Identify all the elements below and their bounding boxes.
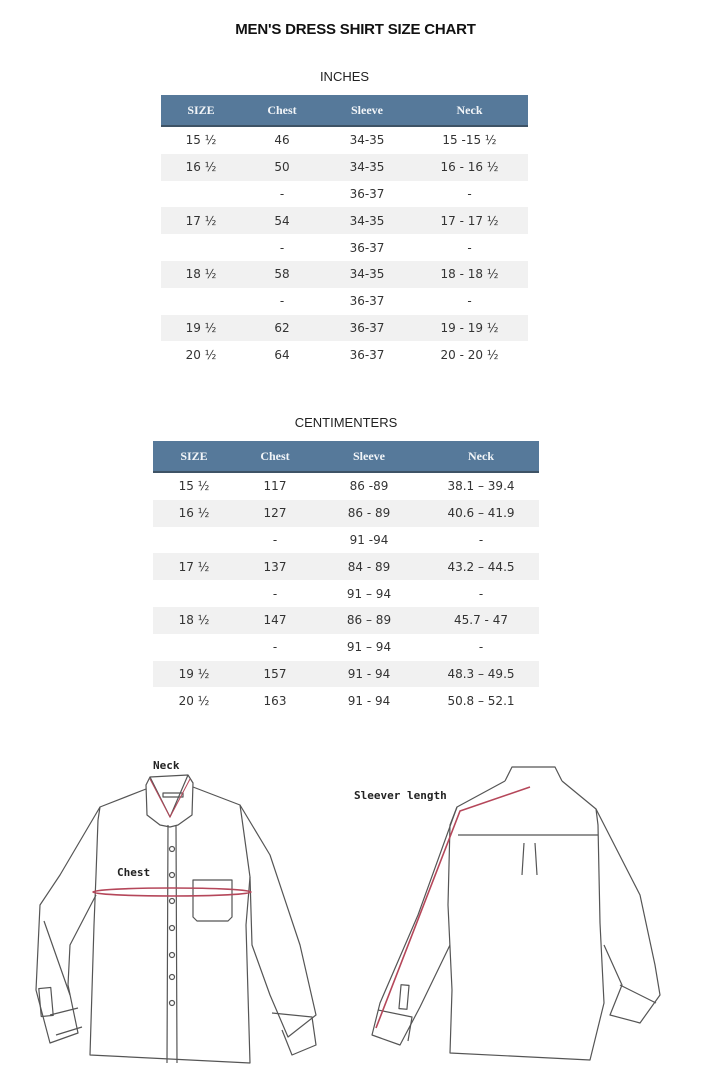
cell-neck: - <box>467 240 472 255</box>
cell-chest: 137 <box>235 553 315 580</box>
table-row <box>161 288 528 315</box>
centimeters-table-body <box>153 472 539 714</box>
centimeters-section-label: CENTIMENTERS <box>294 415 398 430</box>
cell-neck: 19 - 19 ½ <box>411 315 528 342</box>
cell-neck: - <box>467 186 472 201</box>
cell-sleeve: 91 – 94 <box>346 586 392 601</box>
cell-sleeve: 34-35 <box>323 261 411 288</box>
table-row <box>161 341 528 368</box>
table-row <box>153 527 539 554</box>
cell-chest: 157 <box>235 661 315 688</box>
cell-neck: 18 - 18 ½ <box>411 261 528 288</box>
cell-chest: 62 <box>241 315 323 342</box>
column-header-neck: Neck <box>411 95 528 126</box>
table-row <box>161 181 528 208</box>
table-row <box>153 634 539 661</box>
cell-sleeve: 34-35 <box>323 154 411 181</box>
cell-chest: 50 <box>241 154 323 181</box>
cell-neck: 17 - 17 ½ <box>411 207 528 234</box>
table-header-row <box>161 95 528 126</box>
cell-sleeve: 91 - 94 <box>315 661 423 688</box>
cell-size <box>153 527 235 554</box>
measurement-lines <box>93 779 530 1028</box>
neck-label: Neck <box>153 759 180 772</box>
cell-size: 20 ½ <box>178 693 210 708</box>
table-row <box>153 500 539 527</box>
cell-sleeve: 36-37 <box>349 347 385 362</box>
cell-size <box>161 181 241 208</box>
table-row <box>153 553 539 580</box>
cell-sleeve: 36-37 <box>349 294 385 309</box>
cell-neck: - <box>478 586 484 601</box>
column-header-sleeve: Sleeve <box>315 441 423 472</box>
cell-sleeve: 34-35 <box>323 207 411 234</box>
cell-chest: - <box>279 186 285 201</box>
inches-size-table <box>161 95 528 368</box>
back-shirt-icon <box>372 767 660 1060</box>
table-row <box>161 154 528 181</box>
cell-chest: 46 <box>274 133 290 148</box>
cell-sleeve: 91 -94 <box>349 532 389 547</box>
centimeters-size-table <box>153 441 539 714</box>
cell-neck: 38.1 – 39.4 <box>447 479 515 494</box>
cell-size <box>161 234 241 261</box>
column-header-chest: Chest <box>241 95 323 126</box>
front-shirt-icon <box>36 775 316 1063</box>
chest-label: Chest <box>117 866 151 879</box>
cell-neck: - <box>478 640 484 655</box>
cell-sleeve: 34-35 <box>349 133 385 148</box>
cell-size <box>153 634 235 661</box>
cell-chest: 163 <box>263 693 287 708</box>
cell-chest: - <box>272 532 278 547</box>
inches-table-body <box>161 126 528 368</box>
cell-size <box>161 288 241 315</box>
cell-size <box>153 580 235 607</box>
cell-neck: 20 - 20 ½ <box>440 347 499 362</box>
column-header-chest: Chest <box>235 441 315 472</box>
cell-size: 18 ½ <box>153 607 235 634</box>
inches-section-label: INCHES <box>319 69 370 84</box>
table-row <box>153 472 539 500</box>
table-row <box>161 234 528 261</box>
cell-size: 17 ½ <box>153 553 235 580</box>
sleeve-measure-line <box>376 787 530 1028</box>
table-row <box>153 607 539 634</box>
column-header-neck: Neck <box>423 441 539 472</box>
sleeve-length-label: Sleever length <box>354 789 447 802</box>
table-row <box>161 261 528 288</box>
table-row <box>161 207 528 234</box>
cell-chest: 117 <box>263 479 287 494</box>
page-title: MEN'S DRESS SHIRT SIZE CHART <box>235 21 476 38</box>
cell-chest: - <box>279 294 285 309</box>
cell-sleeve: 86 – 89 <box>315 607 423 634</box>
cell-size: 16 ½ <box>153 500 235 527</box>
cell-neck: 48.3 – 49.5 <box>423 661 539 688</box>
cell-neck: 43.2 – 44.5 <box>423 553 539 580</box>
cell-neck: 50.8 – 52.1 <box>447 693 515 708</box>
cell-neck: 40.6 – 41.9 <box>423 500 539 527</box>
cell-sleeve: 91 – 94 <box>346 640 392 655</box>
cell-size: 20 ½ <box>185 347 217 362</box>
cell-chest: 54 <box>241 207 323 234</box>
cell-sleeve: 84 - 89 <box>315 553 423 580</box>
cell-size: 19 ½ <box>153 661 235 688</box>
cell-neck: 15 -15 ½ <box>442 133 497 148</box>
table-row <box>161 315 528 342</box>
cell-chest: - <box>272 640 278 655</box>
cell-chest: - <box>272 586 278 601</box>
table-row <box>161 126 528 154</box>
table-row <box>153 580 539 607</box>
shirt-measurement-diagram <box>0 745 711 1071</box>
cell-size: 16 ½ <box>161 154 241 181</box>
cell-sleeve: 36-37 <box>323 315 411 342</box>
table-row <box>153 661 539 688</box>
chest-measure-line <box>93 888 251 896</box>
cell-sleeve: 91 - 94 <box>347 693 391 708</box>
cell-size: 18 ½ <box>161 261 241 288</box>
table-row <box>153 687 539 714</box>
cell-size: 15 ½ <box>185 133 217 148</box>
cell-size: 15 ½ <box>178 479 210 494</box>
cell-neck: 45.7 - 47 <box>423 607 539 634</box>
table-header-row <box>153 441 539 472</box>
column-header-size: SIZE <box>153 441 235 472</box>
cell-chest: 147 <box>235 607 315 634</box>
cell-chest: - <box>279 240 285 255</box>
cell-neck: - <box>478 532 484 547</box>
cell-neck: 16 - 16 ½ <box>411 154 528 181</box>
cell-sleeve: 36-37 <box>349 186 385 201</box>
cell-size: 19 ½ <box>161 315 241 342</box>
cell-sleeve: 86 -89 <box>349 479 389 494</box>
cell-chest: 64 <box>274 347 290 362</box>
column-header-sleeve: Sleeve <box>323 95 411 126</box>
cell-neck: - <box>467 294 472 309</box>
cell-sleeve: 36-37 <box>349 240 385 255</box>
cell-sleeve: 86 - 89 <box>315 500 423 527</box>
column-header-size: SIZE <box>161 95 241 126</box>
cell-size: 17 ½ <box>161 207 241 234</box>
cell-chest: 127 <box>235 500 315 527</box>
cell-chest: 58 <box>241 261 323 288</box>
